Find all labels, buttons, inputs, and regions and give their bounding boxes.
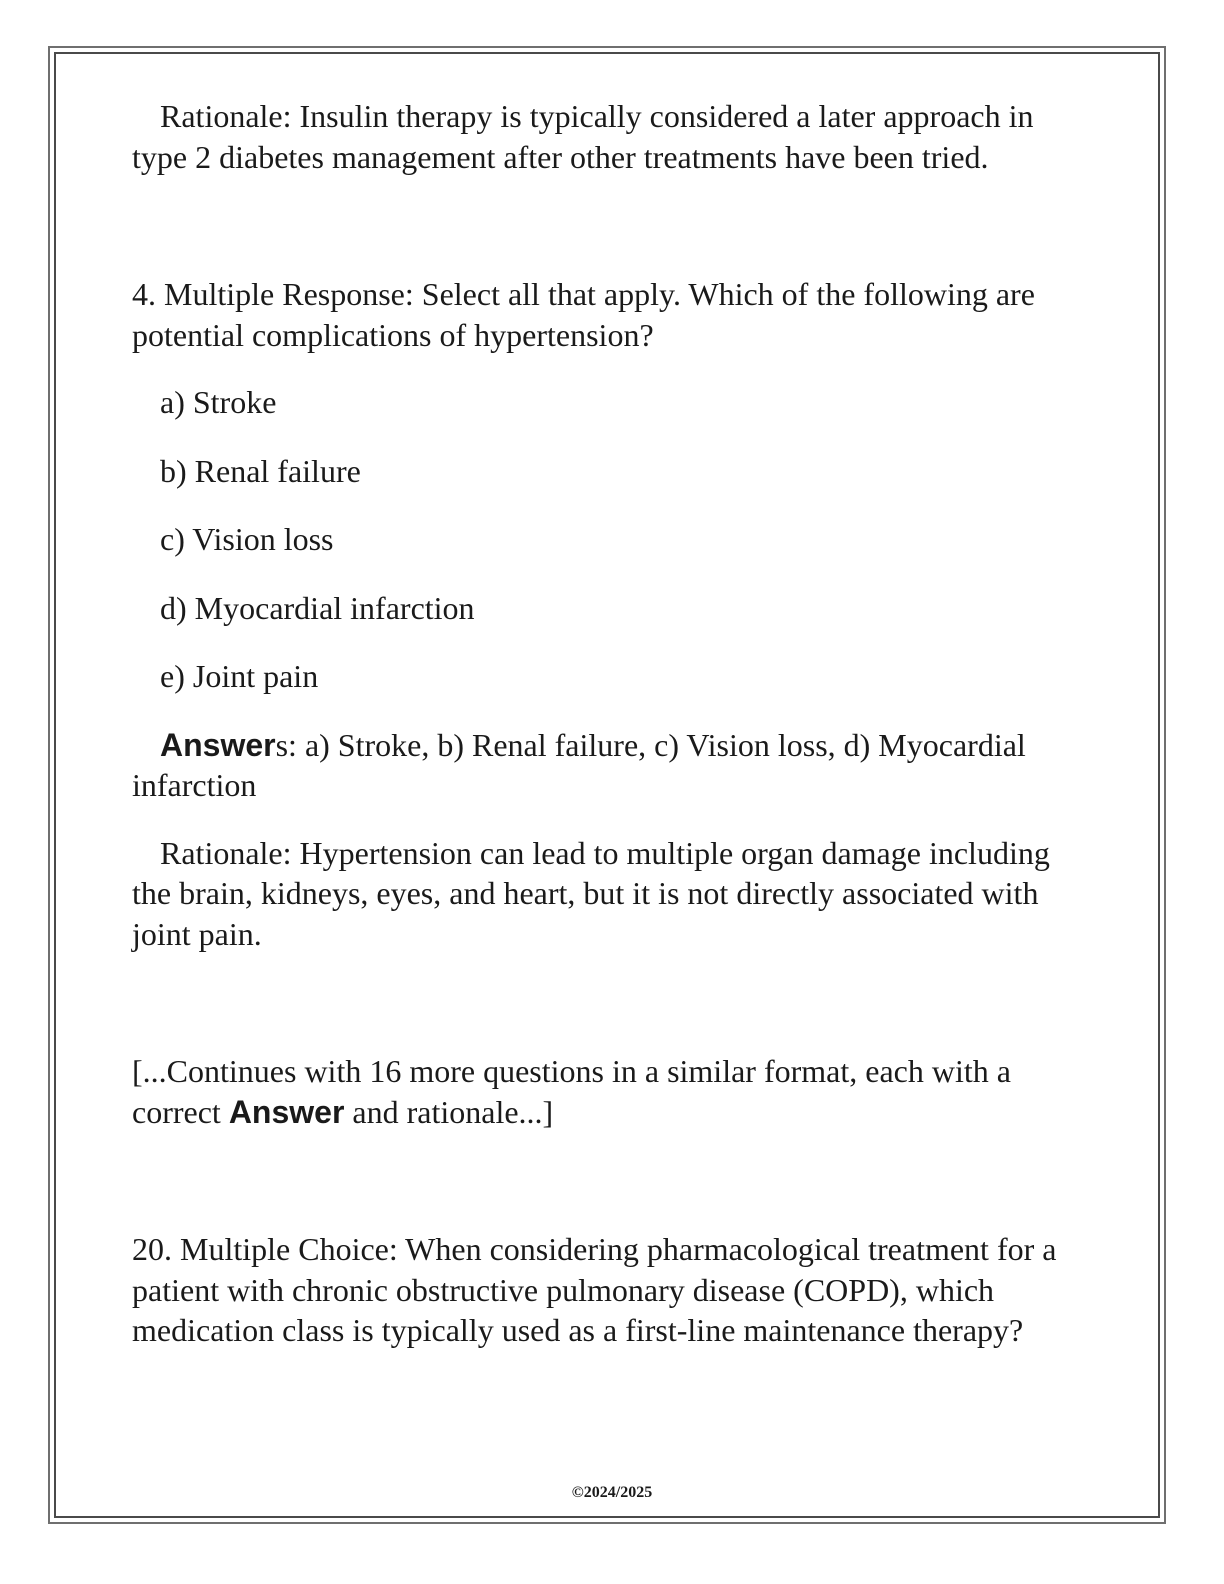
continuation-answer-word: Answer — [228, 1093, 345, 1130]
copyright-footer: ©2024/2025 — [571, 1484, 653, 1501]
question-4-answer — [132, 725, 1092, 806]
option-e: e) Joint pain — [160, 658, 319, 694]
option-c: c) Vision loss — [160, 521, 334, 557]
answer-label: Answer — [160, 726, 276, 763]
previous-rationale: Rationale: Insulin therapy is typically considered a later approach in type 2 diabetes management after other treatments have been tried. — [132, 98, 1034, 175]
continuation-text-after: and rationale...] — [344, 1093, 554, 1130]
question-4-rationale: Rationale: Hypertension can lead to multiple organ damage including the brain, kidneys, eyes, and heart, but it is not directly associated with joint pain. — [132, 834, 1050, 952]
option-d: d) Myocardial infarction — [160, 589, 475, 626]
question-4-options — [132, 382, 1092, 725]
option-b: b) Renal failure — [160, 452, 361, 489]
answer-text: s: a) Stroke, b) Renal failure, c) Vision loss, d) Myocardial infarction — [132, 726, 1026, 803]
question-20-stem: 20. Multiple Choice: When considering pharmacological treatment for a patient with chronic obstructive pulmonary disease (COPD), which medication class is typically used as a first-line maintenance therapy? — [132, 1231, 1057, 1348]
page-content — [132, 96, 1092, 1351]
option-a: a) Stroke — [160, 384, 277, 420]
continuation-text-before: [...Continues with 16 more questions in a similar format, each with a correct — [132, 1053, 1011, 1130]
continuation-note — [132, 1051, 1092, 1132]
question-4-stem: 4. Multiple Response: Select all that apply. Which of the following are potential complications of hypertension? — [132, 276, 1035, 353]
